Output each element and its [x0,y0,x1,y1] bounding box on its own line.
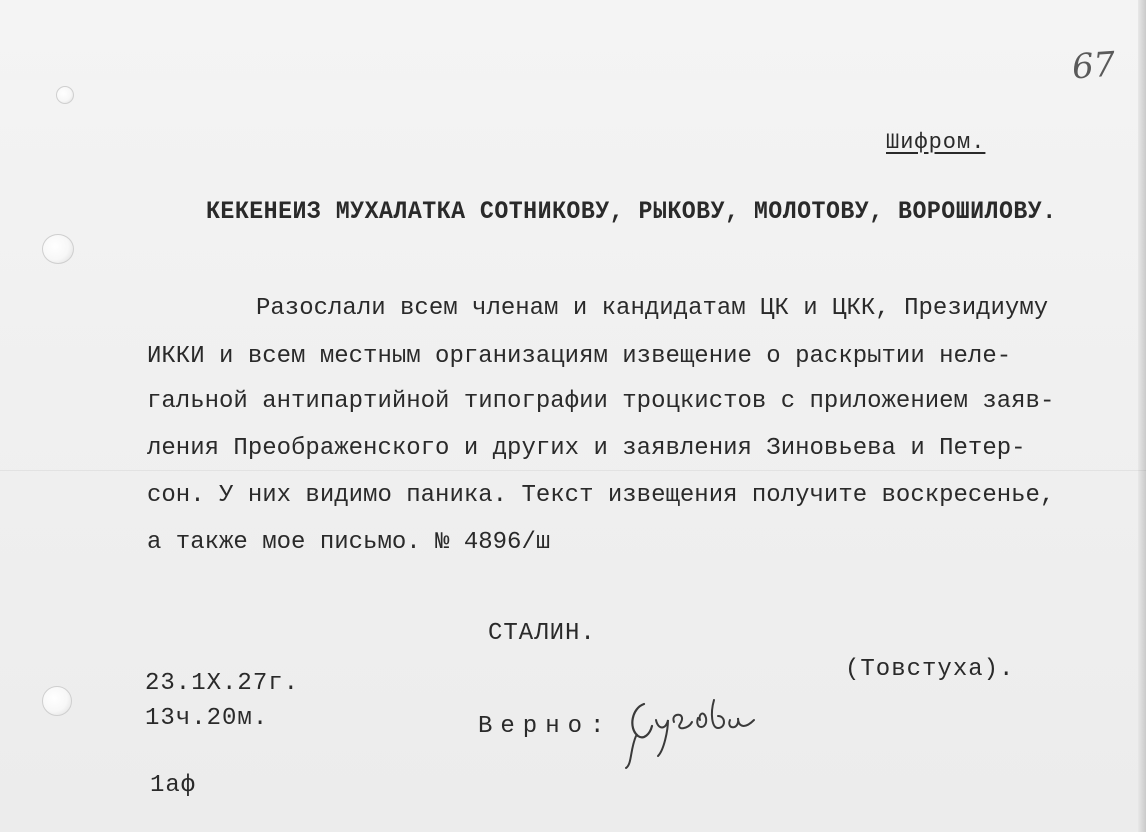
body-line-1: Разослали всем членам и кандидатам ЦК и ЦКК, Президиуму [256,295,1049,322]
date-line: 23.1Х.27г. [145,670,300,697]
punch-hole-lower [42,686,72,716]
secretary-name: (Товстуха). [845,656,1015,683]
time-line: 13ч.20м. [145,705,269,732]
addressee-line: КЕКЕНЕИЗ МУХАЛАТКА СОТНИКОВУ, РЫКОВУ, МОЛОТОВУ, ВОРОШИЛОВУ. [206,197,1057,226]
body-line-4: ления Преображенского и других и заявления Зиновьева и Петер- [147,435,1026,462]
handwritten-signature-icon [622,690,762,770]
body-line-5: сон. У них видимо паника. Текст извещения получите воскресенье, [147,482,1055,509]
paper-fold [0,470,1146,471]
signature-name: СТАЛИН. [488,620,596,647]
verification-label: Верно: [478,713,613,740]
body-line-3: гальной антипартийной типографии троцкистов с приложением заяв- [147,388,1055,415]
body-line-6: а также мое письмо. № 4896/ш [147,529,551,556]
copy-mark: 1аф [150,772,197,799]
punch-hole-upper [42,234,74,264]
cipher-label: Шифром. [886,130,986,155]
punch-hole-top [56,86,74,104]
paper-edge [1138,0,1146,832]
folio-number: 67 [1070,44,1117,88]
body-line-2: ИККИ и всем местным организациям извещение о раскрытии неле- [147,343,1012,370]
